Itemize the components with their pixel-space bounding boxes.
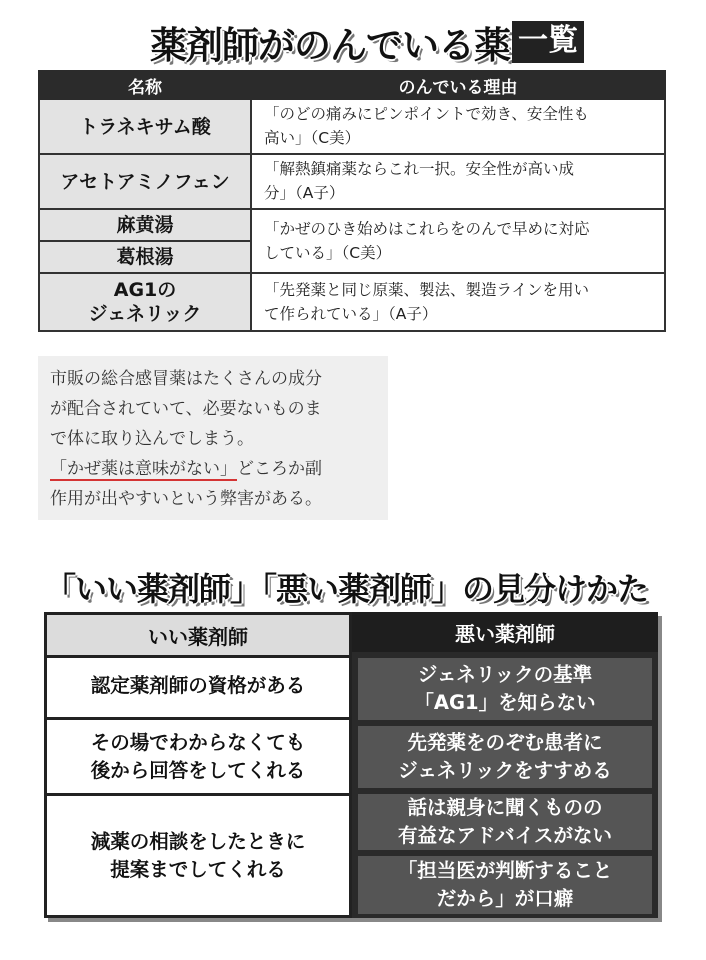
medicine-name-cell — [39, 241, 251, 273]
reason-line: 高い」（C美） — [264, 129, 361, 147]
trait-line: 認定薬剤師の資格がある — [90, 674, 306, 697]
medicine-name: トラネキサム酸 — [79, 115, 211, 138]
medicine-name: ジェネリック — [88, 303, 202, 325]
page-title-badge: 一覧 — [512, 21, 584, 63]
reason-line: 「解熱鎮痛薬ならこれ一択。安全性が高い成 — [264, 160, 575, 178]
column-header-name: 名称 — [39, 71, 251, 99]
reason-line: 「のどの痛みにピンポイントで効き、安全性も — [264, 105, 589, 123]
medicine-name-cell — [39, 273, 251, 331]
medicine-name: 麻黄湯 — [116, 214, 174, 236]
table-row — [39, 209, 665, 241]
note-line — [50, 454, 384, 484]
note-text: どころか副 — [237, 459, 322, 479]
medicine-name: 葛根湯 — [116, 246, 174, 268]
table-row — [39, 273, 665, 331]
page-title — [150, 18, 584, 66]
good-trait — [47, 655, 349, 717]
medicine-name: アセトアミノフェン — [60, 170, 230, 193]
trait-line: ジェネリックの基準 — [417, 663, 593, 686]
reason-cell — [251, 209, 665, 273]
note-line: 作用が出やすいという弊害がある。 — [50, 489, 322, 509]
medicine-name-cell — [39, 209, 251, 241]
bad-trait — [358, 658, 652, 720]
medicine-table — [38, 70, 666, 332]
good-trait — [47, 793, 349, 915]
good-pharmacist-header: いい薬剤師 — [47, 615, 349, 658]
bad-pharmacist-header: 悪い薬剤師 — [352, 612, 658, 652]
table-row — [39, 99, 665, 154]
trait-line: 「AG1」を知らない — [414, 691, 596, 714]
trait-line: ジェネリックをすすめる — [398, 759, 612, 782]
reason-cell — [251, 154, 665, 209]
table-header-row — [39, 71, 665, 99]
medicine-name: AG1の — [113, 279, 177, 301]
pharmacist-comparison — [44, 612, 658, 918]
note-line: で体に取り込んでしまう。 — [50, 429, 254, 449]
trait-line: だから」が口癖 — [436, 887, 574, 910]
trait-line: 後から回答をしてくれる — [90, 758, 306, 782]
note-highlight: 「かぜ薬は意味がない」 — [50, 459, 237, 479]
bad-pharmacist-column — [352, 612, 658, 918]
note-line: 市販の総合感冒薬はたくさんの成分 — [50, 369, 322, 389]
table-row — [39, 154, 665, 209]
trait-line: 先発薬をのぞむ患者に — [407, 731, 603, 754]
trait-line: 話は親身に聞くものの — [407, 796, 603, 819]
trait-line: 提案までしてくれる — [110, 857, 286, 881]
reason-line: 「かぜのひき始めはこれらをのんで早めに対応 — [264, 219, 590, 238]
reason-line: て作られている」（A子） — [264, 304, 438, 323]
bad-trait — [358, 726, 652, 788]
good-pharmacist-column — [44, 612, 352, 918]
reason-line: 「先発薬と同じ原薬、製法、製造ラインを用い — [264, 280, 590, 299]
reason-line: している」（C美） — [264, 243, 392, 262]
bad-trait — [358, 794, 652, 850]
comparison-title: 「いい薬剤師」「悪い薬剤師」の見分けかた — [44, 570, 649, 608]
bad-trait — [358, 856, 652, 914]
reason-line: 分」（A子） — [264, 184, 345, 202]
cold-medicine-note — [38, 356, 388, 520]
note-line: が配合されていて、必要ないものま — [50, 399, 322, 419]
trait-line: 減薬の相談をしたときに — [90, 829, 306, 853]
trait-line: 有益なアドバイスがない — [398, 824, 612, 847]
medicine-name-cell — [39, 99, 251, 154]
trait-line: その場でわからなくても — [90, 730, 306, 754]
reason-cell — [251, 99, 665, 154]
reason-cell — [251, 273, 665, 331]
good-trait — [47, 717, 349, 793]
page-title-text: 薬剤師がのんでいる薬 — [150, 24, 510, 67]
trait-line: 「担当医が判断すること — [397, 859, 613, 882]
medicine-name-cell — [39, 154, 251, 209]
column-header-reason: のんでいる理由 — [251, 71, 665, 99]
